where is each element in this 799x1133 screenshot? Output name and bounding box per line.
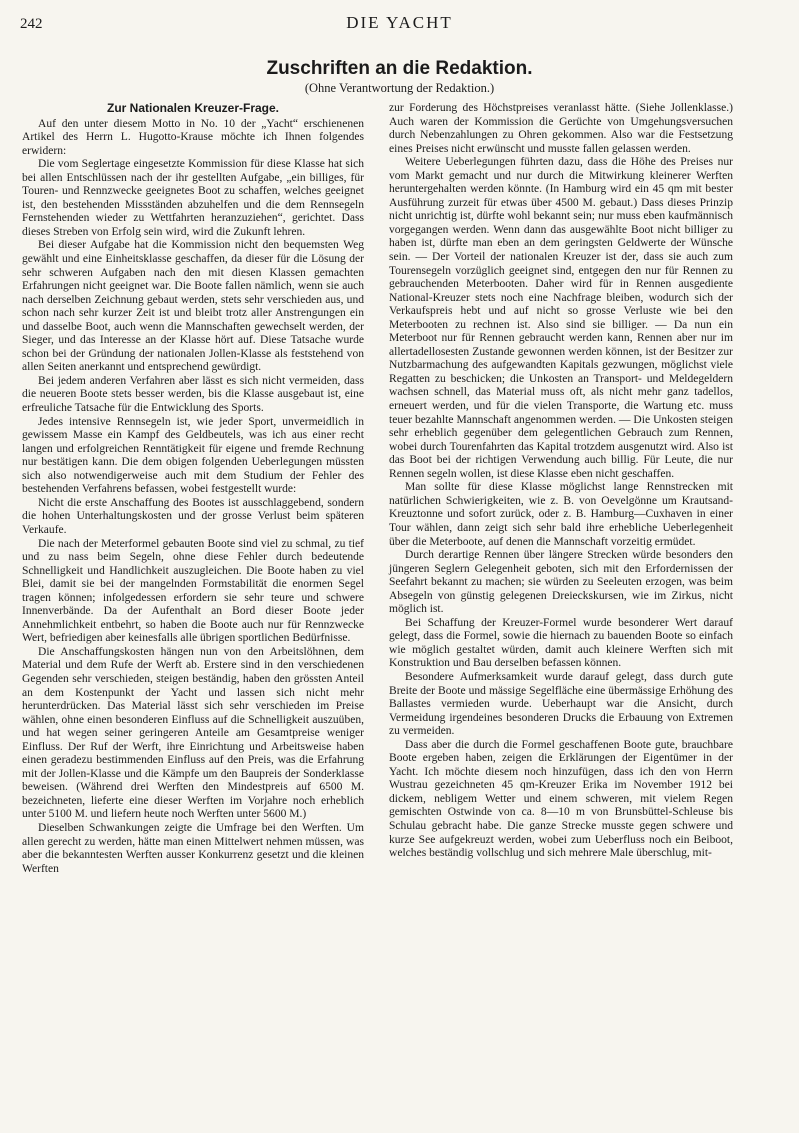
article-subtitle: (Ohne Verantwortung der Redaktion.) [304, 81, 495, 95]
paragraph: Dass aber die durch die Formel geschaffenen Boote gute, brauchbare Boote ergeben haben, zeigen die Erklärungen der Eigentümer in der Yacht. Ich möchte diesem noch hinzufügen, dass ich den von Herrn Wustrau gezeichneten 45 qm-Kreuzer Erika im November 1912 bei dickem, nebligem Wetter und einem schweren, mit vielem Regen gemischten Ostwinde von ca. 8—10 m von Brunsbüttel-Schleuse bis Schulau gebracht habe. Die ganze Strecke musste gegen schwere und kurze See aufgekreuzt werden, wobei zum Ueberfluss noch ein Beiboot, welches beständig vollschlug und sich mehrere Male überschlug, mit- [389, 738, 733, 860]
paragraph: Besondere Aufmerksamkeit wurde darauf gelegt, dass durch gute Breite der Boote und mässige Segelfläche eine übermässige Erhöhung des Ballastes vermieden wurde. Ueberhaupt war die Ansicht, durch Vermeidung irgendeines besonderen Drucks die Erbauung von Extremen zu vermeiden. [389, 670, 733, 738]
section-heading: Zur Nationalen Kreuzer-Frage. [106, 101, 280, 115]
paragraph: Die vom Seglertage eingesetzte Kommission für diese Klasse hat sich bei allen Entschlüssen nach der ihr gestellten Aufgabe, „ein billiges, für Touren- und Rennzwecke geeignetes Boot zu schaffen, welches geeignet ist, den bestehenden Missständen abzuhelfen und die dem Rennsegeln Fernstehenden wieder zu Wettfahrten heranzuziehen“, gerichtet. Dass dieses Streben von Erfolg sein wird, wird die Zukunft lehren. [22, 158, 364, 238]
paragraph: Dieselben Schwankungen zeigte die Umfrage bei den Werften. Um allen gerecht zu werden, hätte man einen Mittelwert nehmen müssen, was aber die bekanntesten Werften ausser Konkurrenz gesetzt und die kleinen Werften [22, 821, 364, 875]
left-column [22, 102, 364, 876]
paragraph: Bei jedem anderen Verfahren aber lässt es sich nicht vermeiden, dass die neueren Boote stets besser werden, bis die Klasse ausgebaut ist, eine erfreuliche Tatsache für die Entwicklung des Sports. [22, 374, 364, 415]
paragraph: Die nach der Meterformel gebauten Boote sind viel zu schmal, zu tief und zu nass beim Segeln, ohne diese Fehler durch bedeutende Schnelligkeit und Handlichkeit auszugleichen. Die Boote haben zu viel Blei, damit sie bei der mangelnden Formstabilität die enormen Segel tragen können; infolgedessen erfordern sie sehr teure und schwere Innenverbände. Da der Aufenthalt an Bord dieser Boote jeder Annehmlichkeit entbehrt, so haben die Boote auch nur für Rennzwecke Wert, befriedigen aber keinesfalls alle übrigen sportlichen Bedürfnisse. [22, 537, 364, 645]
running-title: DIE YACHT [346, 13, 453, 32]
paragraph-continued: zur Forderung des Höchstpreises veranlasst hätte. (Siehe Jollenklasse.) Auch waren der Kommission die Gerüchte von Umgehungsversuchen durch Nebenzahlungen zu Ohren gekommen. Also war die Festsetzung eines Preises nicht erwünscht und musste fallen gelassen werden. [389, 102, 733, 155]
paragraph: Weitere Ueberlegungen führten dazu, dass die Höhe des Preises nur vom Markt gemacht und nur durch die Mitwirkung kleinerer Werften heruntergehalten werden könnte. (In Hamburg wird ein 45 qm mit bester Ausführung zurzeit für etwas über 4500 M. gebaut.) Dass dieses Prinzip nicht unrichtig ist, dürfte wohl bekannt sein; nur muss eben kaufmännisch vorgegangen werden. Wenn dann das ausgewählte Boot nicht billiger zu haben ist, dürfte man eben an dem geringsten Geldwerte der Wünsche sein. — Der Vorteil der nationalen Kreuzer ist der, dass sie auch zum Tourensegeln vorzüglich geeignet sind, entgegen den nur für Rennen zu gebrauchenden Meterbooten. Daher wird für in Rennen ausgediente National-Kreuzer stets noch eine Nachfrage bleiben, wodurch sich der Verkaufspreis hebt und auf nicht so grosse Verluste wie bei den Meterbooten zu rechnen ist. Also sind sie billiger. — Da nun ein Meterboot nur für Rennen gebraucht werden kann, Rennen aber nur im allertadellosesten Zustande gewonnen werden können, ist der Besitzer zur Nutzbarmachung des aufgewandten Kapitals gezwungen, möglichst viele Regatten zu beschicken; die Unkosten an Transport- und Meldegeldern wachsen schnell, das Material muss oft, als nicht mehr ganz tadellos, erneuert werden, und für die vielen Transporte, die Wartung etc. muss teuer bezahlte Mannschaft angenommen werden. — Die Unkosten steigen sehr erheblich gegenüber dem gelegentlichen Gebrauch zum Rennen, wobei durch Tourenfahrten das Kapital trotzdem ausgenutzt wird. Also ist das Boot bei der richtigen Verwendung auch billig. Für Leute, die nur Rennen segeln wollen, ist diese Klasse eben nicht geschaffen. [389, 156, 733, 480]
paragraph: Die Anschaffungskosten hängen nun von den Arbeitslöhnen, dem Material und dem Rufe der Werft ab. Erstere sind in den verschiedenen Gegenden sehr verschieden, steigen beständig, haben den grössten Anteil an dem Kostenpunkt der Yacht und lassen sich nicht mehr herunterdrücken. Das Material lässt sich sehr verschieden im Preise wählen, ohne einen besonderen Einfluss auf die Schnelligkeit auszuüben, und hat wegen seiner geringeren Anteile am Gesamtpreise weniger Einfluss. Der Ruf der Werft, ihre Einrichtung und Arbeitsweise haben einen geradezu bestimmenden Einfluss auf den Preis, was die Erfahrung mit der Jollen-Klasse und die Kämpfe um den Baupreis der Sonderklasse beweisen. (Während drei Werften den Mindestpreis auf 6500 M. bezeichneten, lieferte eine dieser Werften im Vorjahre noch erheblich unter 5100 M. und liefern heute noch Werften unter 5600 M.) [22, 645, 364, 821]
paragraph: Jedes intensive Rennsegeln ist, wie jeder Sport, unvermeidlich in gewissem Masse ein Kampf des Geldbeutels, was ich aus einer recht langen und erfolgreichen Renntätigkeit für eigene und fremde Rechnung nur bestätigen kann. Die dem obigen folgenden Ueberlegungen müssten sich also notwendigerweise auch mit dem Studium der Fehler des bestehenden Verfahrens befassen, wobei festgestellt wurde: [22, 415, 364, 496]
paragraph: Bei Schaffung der Kreuzer-Formel wurde besonderer Wert darauf gelegt, dass die Formel, sowie die hiernach zu bauenden Boote so einfach wie möglich gestaltet würden, damit auch kleinere Werften sich mit Konstruktion und Bau derselben befassen können. [389, 616, 733, 670]
right-column [389, 102, 733, 861]
paragraph: Auf den unter diesem Motto in No. 10 der „Yacht“ erschienenen Artikel des Herrn L. Hugotto-Krause möchte ich Ihnen folgendes erwidern: [22, 117, 364, 157]
paragraph: Man sollte für diese Klasse möglichst lange Rennstrecken mit natürlichen Schwierigkeiten, wie z. B. von Oevelgönne um Krautsand-Kreuztonne und sofort zurück, oder z. B. Hamburg—Cuxhaven in einer Tour wählen, dann zeigt sich sehr bald ihre erhebliche Ueberlegenheit über die Meterboote, auf denen die Mannschaft vorzeitig ermüdet. [389, 481, 733, 548]
page-number: 242 [20, 16, 43, 32]
paragraph: Durch derartige Rennen über längere Strecken würde besonders den jüngeren Seglern Gelegenheit geboten, sich mit den Erfordernissen der Seefahrt bekannt zu machen; sie würden zu Seeleuten erzogen, was beim Absegeln von günstig gelegenen Dreieckskursen, wie im Zirkus, nicht möglich ist. [389, 549, 733, 616]
article-title: Zuschriften an die Redaktion. [266, 58, 533, 79]
paragraph: Bei dieser Aufgabe hat die Kommission nicht den bequemsten Weg gewählt und eine Einheitsklasse geschaffen, da dieser für die Lösung der sehr schweren Aufgaben nach den mit diesen Klassen gemachten Erfahrungen nicht geeignet war. Die Boote fallen nämlich, wenn sie auch nach derselben Zeichnung gebaut werden, stets sehr verschieden aus, und schon nach sehr kurzer Zeit ist und bleibt trotz aller Anstrengungen ein und dasselbe Boot, auch wenn die Mannschaften gewechselt werden, der Sieger, und das Interesse an der Klasse hört auf. Diese Tatsache wurde schon bei der Gründung der nationalen Jollen-Klasse als feststehend von allen Seiten anerkannt und entsprechend gewürdigt. [22, 239, 364, 374]
paragraph: Nicht die erste Anschaffung des Bootes ist ausschlaggebend, sondern die hohen Unterhaltungskosten und der grosse Verlust beim späteren Verkaufe. [22, 496, 364, 536]
